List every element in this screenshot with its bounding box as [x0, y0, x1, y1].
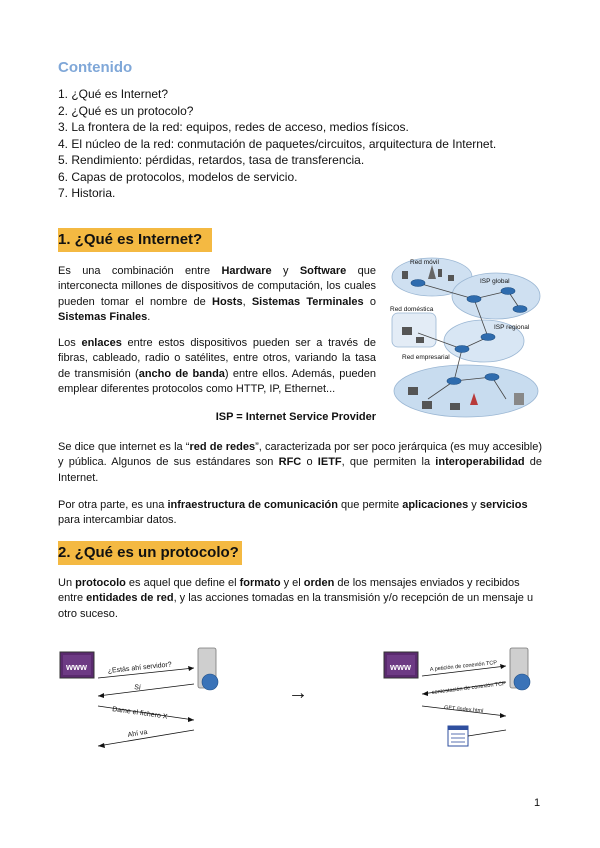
message-2: Sí	[133, 684, 142, 692]
toc-item: 4. El núcleo de la red: conmutación de paquetes/circuitos, arquitectura de Internet.	[58, 136, 497, 151]
home-network-box	[392, 313, 436, 347]
toc-title: Contenido	[58, 59, 133, 76]
toc-item: 5. Rendimiento: pérdidas, retardos, tasa de transferencia.	[58, 153, 365, 167]
message-3: Dame el fichero X	[111, 706, 168, 721]
label-red-empresarial: Red empresarial	[402, 354, 450, 361]
section-1-heading: 1. ¿Qué es Internet?	[58, 228, 212, 252]
toc-item: 6. Capas de protocolos, modelos de servicio.	[58, 169, 298, 184]
page-number: 1	[534, 797, 541, 809]
section-2-heading: 2. ¿Qué es un protocolo?	[58, 541, 242, 565]
message-4: Ahí va	[127, 728, 148, 739]
message-1: ¿Estás ahí servidor?	[107, 661, 173, 675]
toc-item: 2. ¿Qué es un protocolo?	[58, 103, 194, 118]
client-screen-label: www	[66, 662, 88, 672]
toc-item: 3. La frontera de la red: equipos, redes de acceso, medios físicos.	[58, 120, 409, 134]
section-1-paragraph-4: Por otra parte, es una infraestructura de comunicación que permite aplicaciones y servicios para intercambiar datos.	[58, 499, 528, 527]
isp-definition: ISP = Internet Service Provider	[215, 411, 376, 423]
arrow-right: →	[288, 682, 308, 704]
section-2-paragraph-1: Un protocolo es aquel que define el formato y el orden de los mensajes enviados y recibidos entre entidades de red, y las acciones tomadas en la transmisión y/o recepción de un mensaje u otro suceso.	[58, 577, 534, 620]
message-3: GET /index.html	[443, 705, 484, 715]
toc-item: 7. Historia.	[58, 186, 116, 200]
protocol-diagram-right	[382, 646, 540, 756]
section-1-paragraph-3: Se dice que internet es la “red de redes”, caracterizada por ser poco jerárquica (es muy accesible) y pública. Algunos de sus estándares son RFC o IETF, que permiten la interoperabilidad de Internet.	[58, 441, 543, 484]
globe-icon	[514, 674, 530, 690]
toc-list	[58, 86, 496, 202]
message-1: A petición de conexión TCP	[429, 659, 498, 673]
label-red-movil: Red móvil	[410, 259, 439, 266]
label-isp-regional: ISP regional	[494, 324, 530, 331]
toc-item: 1. ¿Qué es Internet?	[58, 87, 169, 101]
message-2: contestación de conexión TCP	[431, 680, 507, 696]
section-1-paragraph-1: Es una combinación entre Hardware y Software que interconecta millones de dispositivos de computación, los cuales pueden tomar el nombre de Hosts, Sistemas Terminales o Sistemas Finales.	[58, 265, 376, 324]
label-isp-global: ISP global	[480, 278, 510, 285]
section-1-paragraph-2: Los enlaces entre estos dispositivos pueden ser a través de fibras, cableado, radio o satélites, entre otros, variando la tasa de transmisión (ancho de banda) entre ellos. Además, pueden emplear diferentes protocolos como HTTP, IP, Ethernet...	[58, 337, 377, 396]
label-red-domestica: Red doméstica	[390, 306, 434, 313]
protocol-diagram-left	[58, 646, 228, 756]
internet-network-figure	[388, 253, 544, 420]
globe-icon	[202, 674, 218, 690]
client-screen-label: www	[390, 662, 412, 672]
